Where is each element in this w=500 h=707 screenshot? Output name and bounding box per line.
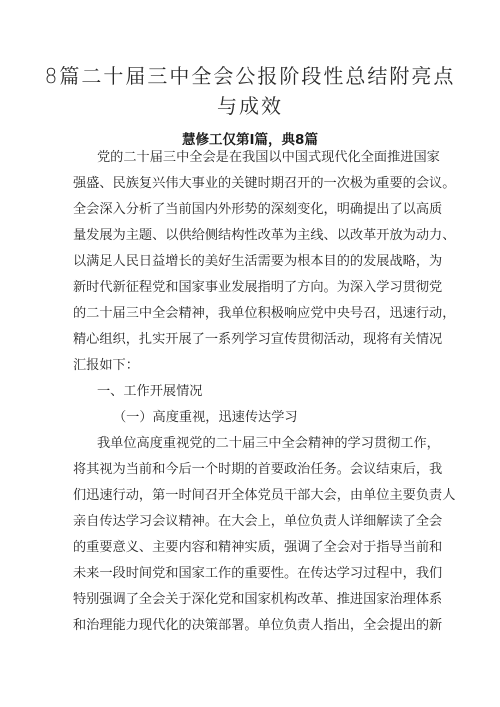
- paragraph-line: 汇报如下：: [73, 358, 139, 373]
- document-subtitle: 慧修工仅第Ⅰ篇，典8篇: [182, 132, 318, 148]
- paragraph-line: 精心组织，扎实开展了一系列学习宣传贯彻活动，现将有关情况: [73, 332, 443, 347]
- paragraph-line: 亲自传达学习会议精神。在大会上，单位负责人详细解读了全会: [73, 514, 443, 529]
- document-title-line-2: 与成效: [217, 94, 283, 118]
- paragraph-line: 和治理能力现代化的决策部署。单位负责人指出，全会提出的新: [73, 618, 443, 633]
- paragraph-line: 们迅速行动，第一时间召开全体党员干部大会，由单位主要负责人: [73, 488, 456, 503]
- paragraph-line: 特别强调了全会关于深化党和国家机构改革、推进国家治理体系: [73, 592, 443, 607]
- document-title-line-1: 8篇二十届三中全会公报阶段性总结附亮点: [44, 64, 456, 88]
- paragraph-line: 未来一段时间党和国家工作的重要性。在传达学习过程中，我们: [73, 566, 443, 581]
- paragraph-line: 全会深入分析了当前国内外形势的深刻变化，明确提出了以高质: [73, 202, 443, 217]
- subsection-heading: （一）高度重视，迅速传达学习: [113, 410, 298, 425]
- paragraph-line: 的重要意义、主要内容和精神实质，强调了全会对于指导当前和: [73, 540, 443, 555]
- paragraph-line: 我单位高度重视党的二十届三中全会精神的学习贯彻工作，: [97, 436, 440, 451]
- paragraph-line: 新时代新征程党和国家事业发展指明了方向。为深入学习贯彻党: [73, 280, 443, 295]
- paragraph-line: 以满足人民日益增长的美好生活需要为根本目的的发展战略，为: [73, 254, 443, 269]
- paragraph-line: 强盛、民族复兴伟大事业的关键时期召开的一次极为重要的会议。: [73, 176, 456, 191]
- paragraph-line: 党的二十届三中全会是在我国以中国式现代化全面推进国家: [97, 150, 440, 165]
- paragraph-line: 将其视为当前和今后一个时期的首要政治任务。会议结束后，我: [73, 462, 443, 477]
- section-heading: 一、工作开展情况: [97, 384, 203, 399]
- paragraph-line: 的二十届三中全会精神，我单位积极响应党中央号召，迅速行动，: [73, 306, 456, 321]
- paragraph-line: 量发展为主题、以供给侧结构性改革为主线、以改革开放为动力、: [73, 228, 456, 243]
